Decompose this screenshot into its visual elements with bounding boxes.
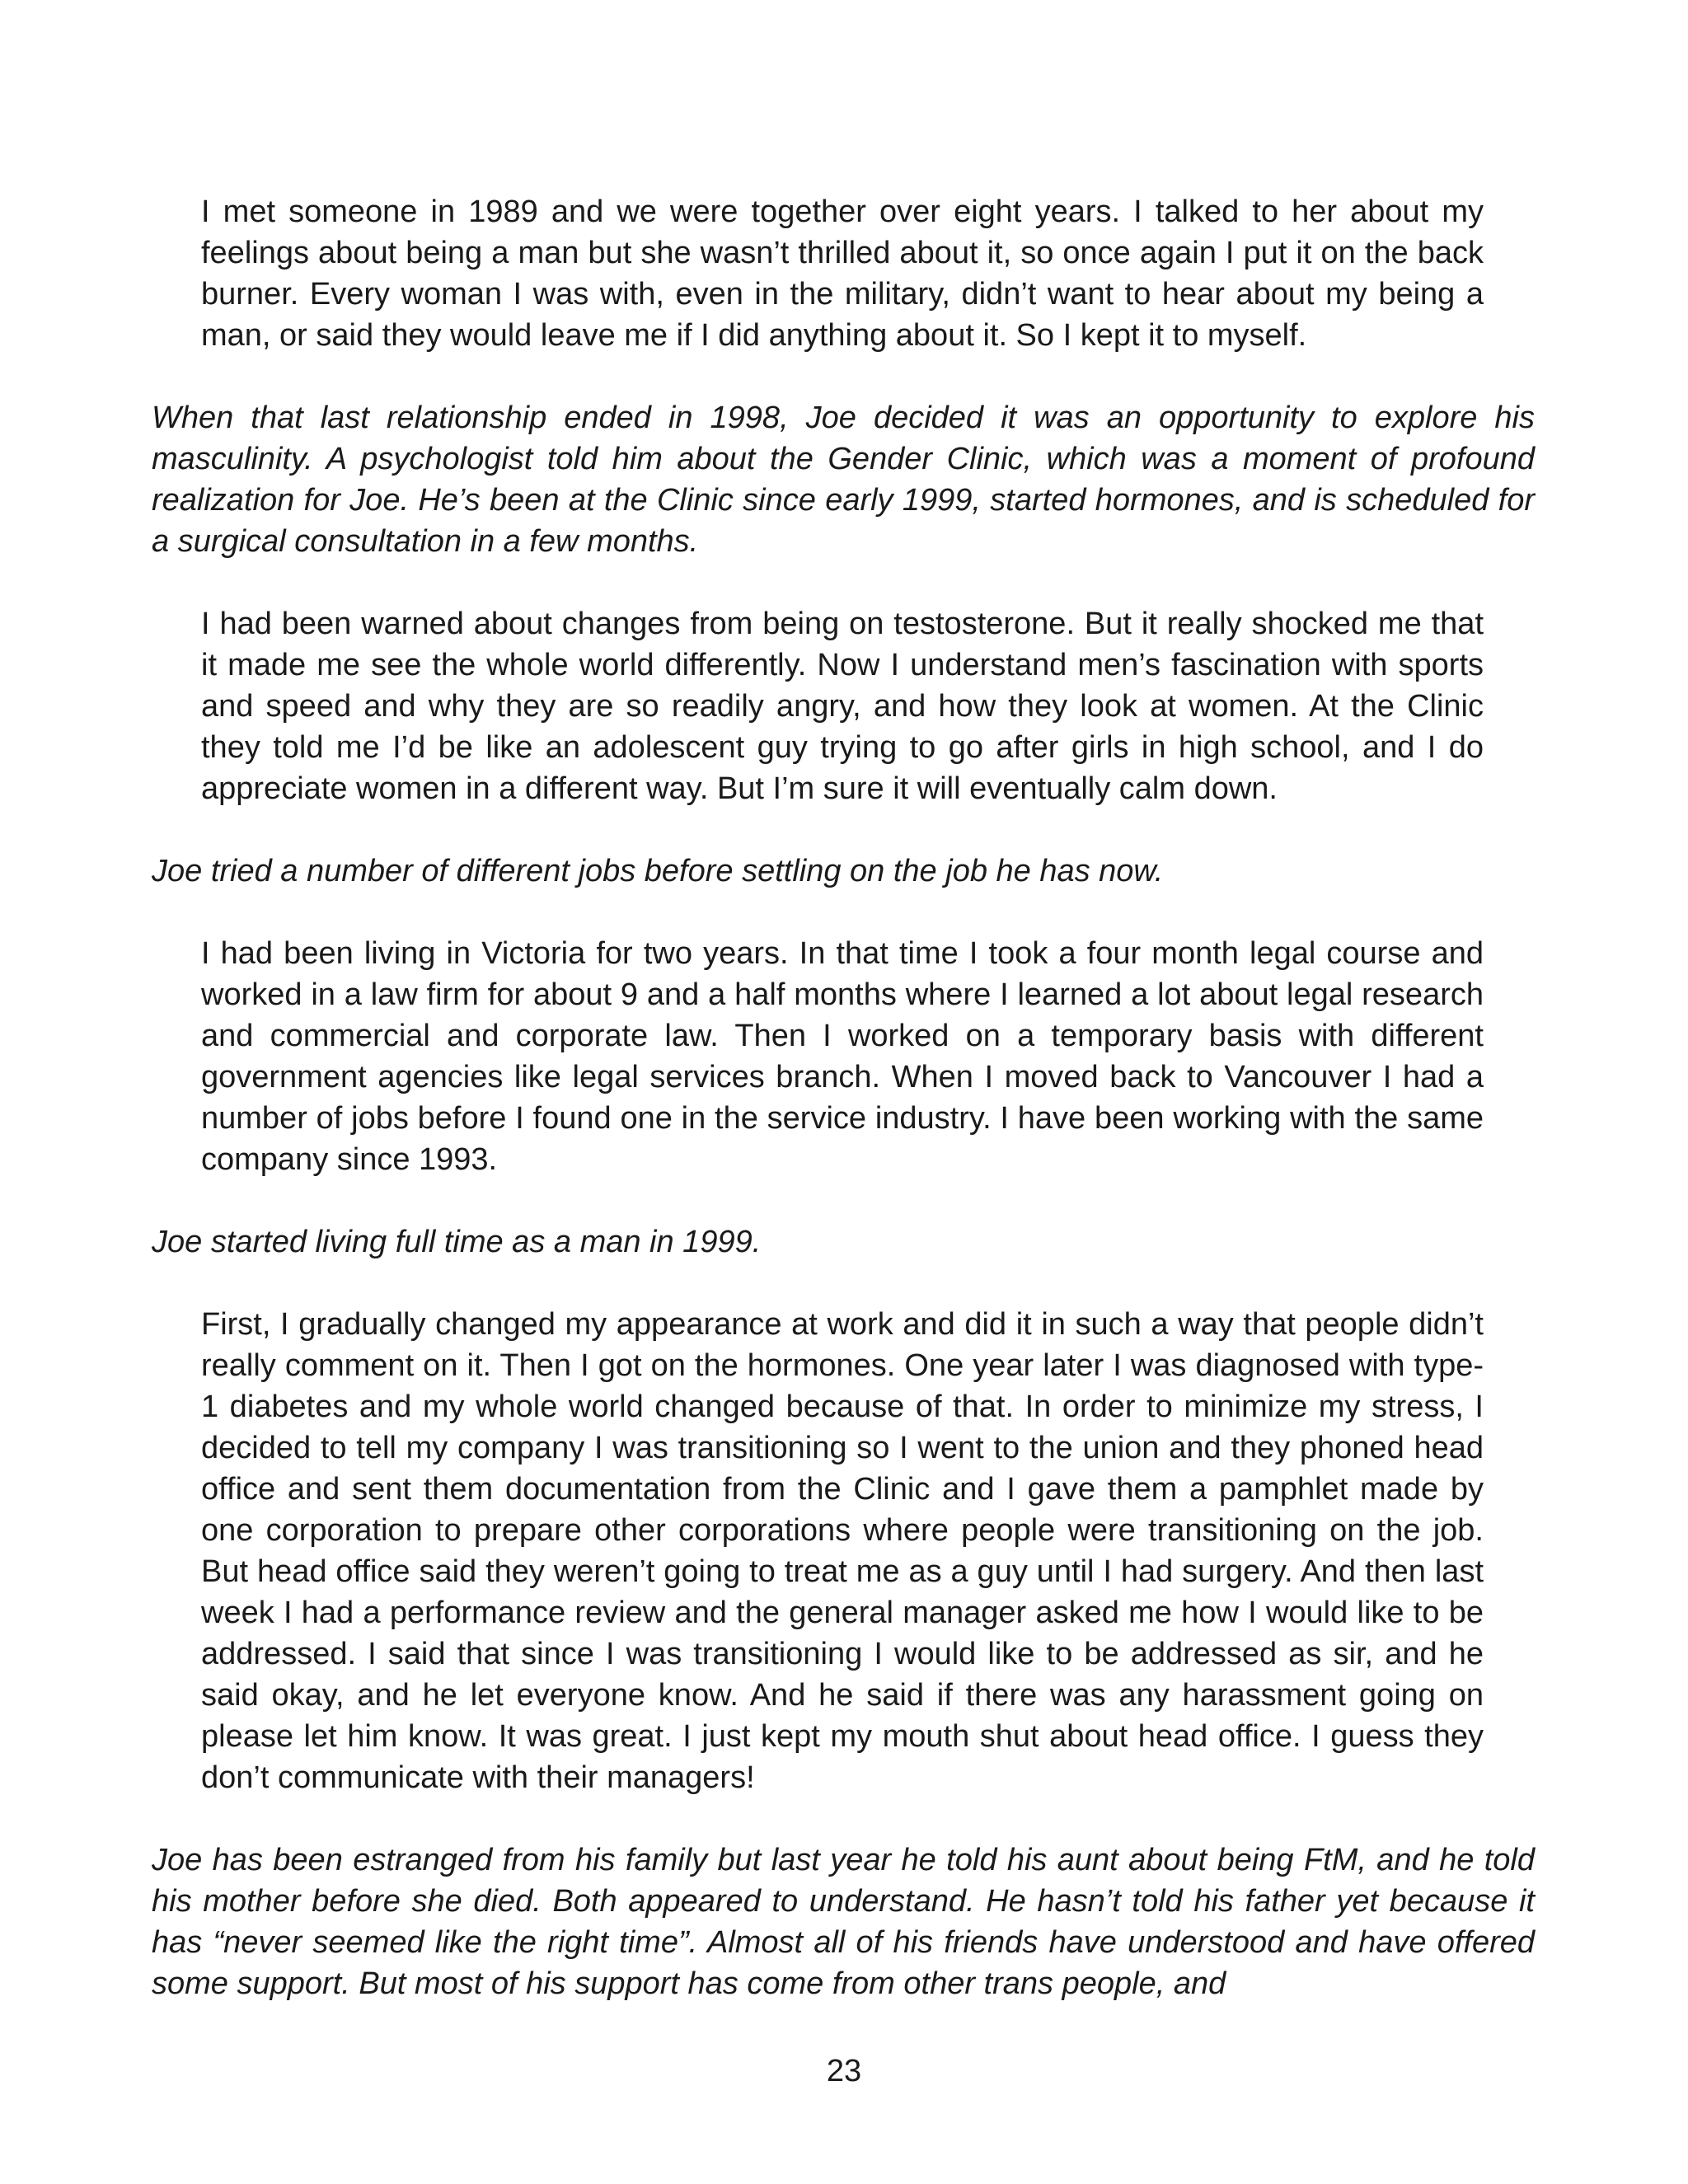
interview-quote-paragraph: I met someone in 1989 and we were together over eight years. I talked to her about my feelings about being a man but she wasn’t thrilled about it, so once again I put it on the back burner. Every woman I was with, even in the military, didn’t want to hear about my being a man, or said they would leave me if I did anything about it. So I kept it to myself.: [201, 194, 1484, 353]
interview-quote-paragraph: I had been warned about changes from being on testosterone. But it really shocked me that it made me see the whole world differently. Now I understand men’s fascination with sports and speed and why they are so readily angry, and how they look at women. At the Clinic they told me I’d be like an adolescent guy trying to go after girls in high school, and I do appreciate women in a different way. But I’m sure it will eventually calm down.: [201, 607, 1484, 806]
interview-quote-paragraph: First, I gradually changed my appearance at work and did it in such a way that people didn’t really comment on it. Then I got on the hormones. One year later I was diagnosed with type-1 diabetes and my whole world changed because of that. In order to minimize my stress, I decided to tell my company I was transitioning so I went to the union and they phoned head office and sent them documentation from the Clinic and I gave them a pamphlet made by one corporation to prepare other corporations where people were transitioning on the job. But head office said they weren’t going to treat me as a guy until I had surgery. And then last week I had a performance review and the general manager asked me how I would like to be addressed. I said that since I was transitioning I would like to be addressed as sir, and he said okay, and he let everyone know. And he said if there was any harassment going on please let him know. It was great. I just kept my mouth shut about head office. I guess they don’t communicate with their managers!: [201, 1307, 1484, 1795]
narration-paragraph: When that last relationship ended in 1998, Joe decided it was an opportunity to explore his masculinity. A psychologist told him about the Gender Clinic, which was a moment of profound realization for Joe. He’s been at the Clinic since early 1999, started hormones, and is scheduled for a surgical consultation in a few months.: [152, 401, 1535, 559]
interview-quote-paragraph: I had been living in Victoria for two years. In that time I took a four month legal course and worked in a law firm for about 9 and a half months where I learned a lot about legal research and commercial and corporate law. Then I worked on a temporary basis with different government agencies like legal services branch. When I moved back to Vancouver I had a number of jobs before I found one in the service industry. I have been working with the same company since 1993.: [201, 936, 1484, 1177]
narration-paragraph: Joe has been estranged from his family but last year he told his aunt about being FtM, and he told his mother before she died. Both appeared to understand. He hasn’t told his father yet because it has “never seemed like the right time”. Almost all of his friends have understood and have offered some support. But most of his support has come from other trans people, and: [152, 1843, 1535, 2001]
page-content: [152, 191, 1535, 2046]
narration-paragraph: Joe tried a number of different jobs before settling on the job he has now.: [152, 854, 1164, 888]
narration-paragraph: Joe started living full time as a man in 1999.: [152, 1225, 762, 1259]
page-number: 23: [826, 2054, 862, 2088]
